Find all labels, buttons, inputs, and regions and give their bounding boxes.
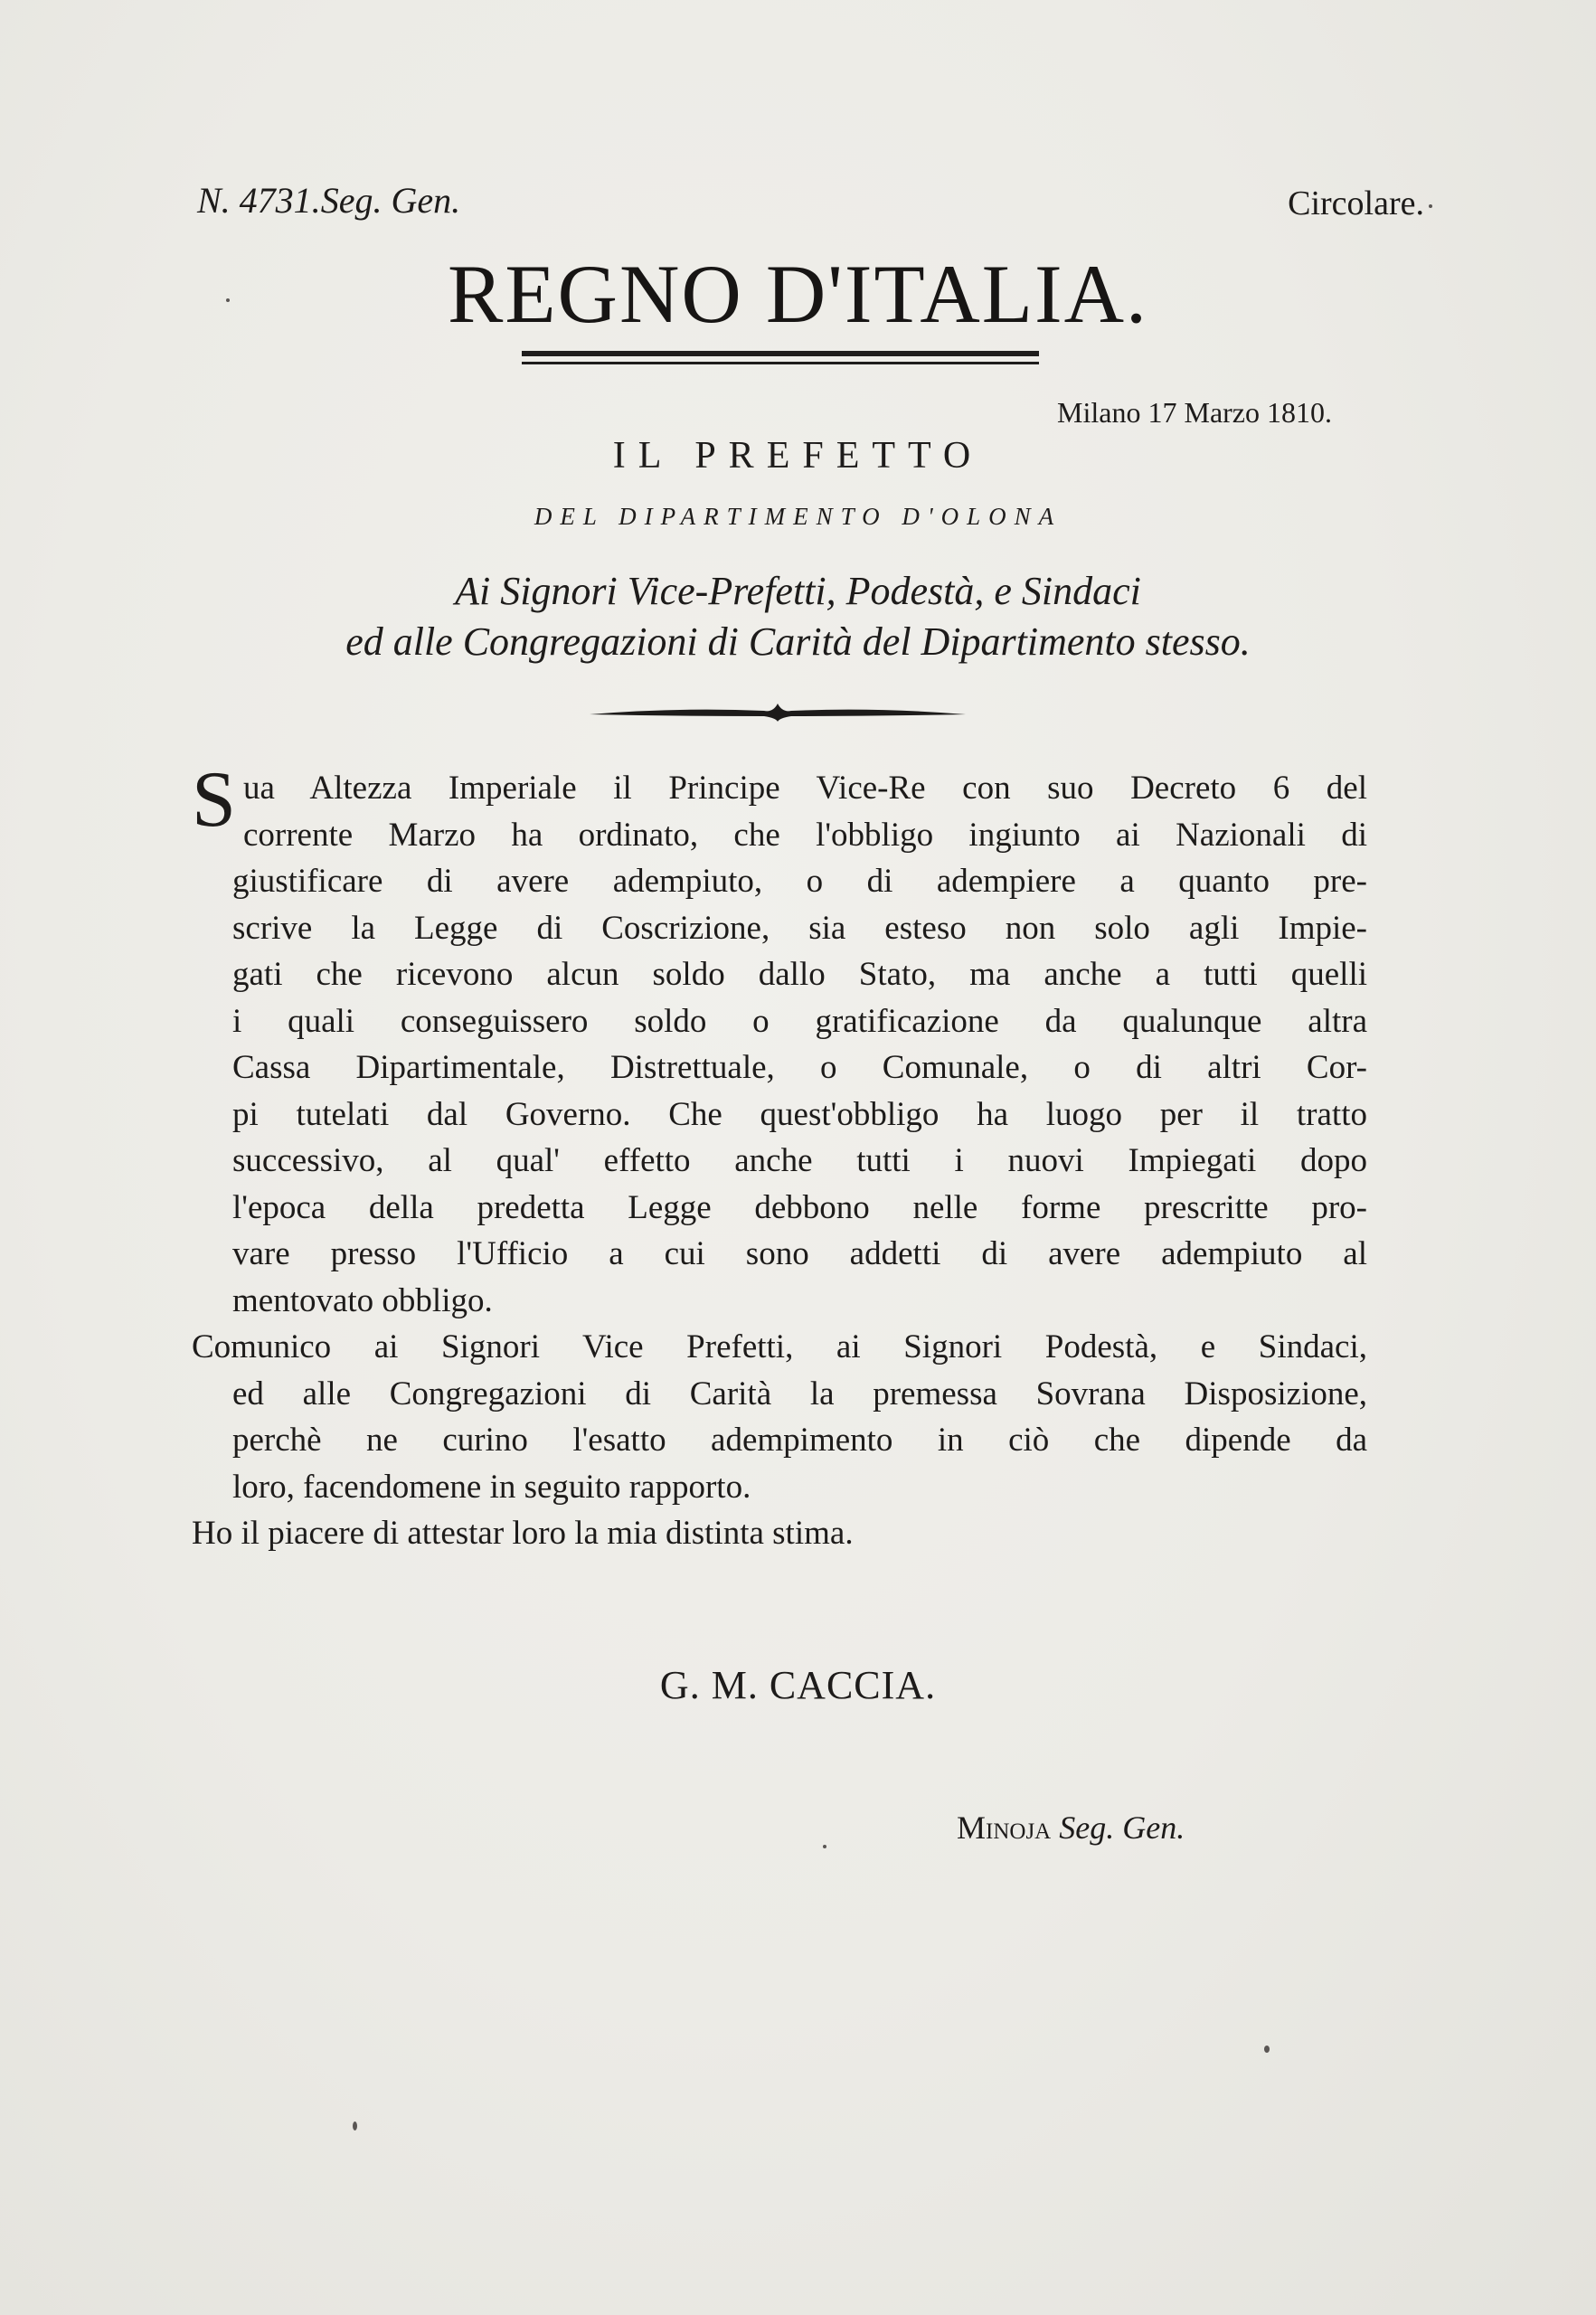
body-line: scrive la Legge di Coscrizione, sia esteso non solo agli Impie-: [232, 909, 1367, 947]
secretary-signature: Minoja Seg. Gen.: [957, 1809, 1185, 1846]
issuer-department: DEL DIPARTIMENTO D'OLONA: [534, 503, 1062, 530]
body-line: mentovato obbligo.: [232, 1281, 493, 1319]
paragraph-communication: [192, 1324, 1367, 1510]
body-line: gati che ricevono alcun soldo dallo Stato, ma anche a tutti quelli: [232, 956, 1367, 993]
body-line: successivo, al qual' effetto anche tutti i nuovi Impiegati dopo: [232, 1142, 1367, 1179]
body-line: corrente Marzo ha ordinato, che l'obbligo ingiunto ai Nazionali di: [242, 816, 1367, 854]
prefect-signature: G. M. CACCIA.: [659, 1663, 937, 1707]
body-line: i quali conseguissero soldo o gratificazione da qualunque altra: [232, 1002, 1367, 1040]
document-date: Milano 17 Marzo 1810.: [1057, 396, 1332, 429]
circular-number: N. 4731.Seg. Gen.: [197, 180, 461, 221]
paper-speck: [353, 2121, 357, 2131]
paper-speck: [226, 298, 230, 302]
addressees-line-2: ed alle Congregazioni di Carità del Dipartimento stesso.: [345, 619, 1251, 664]
body-line: ed alle Congregazioni di Carità la premessa Sovrana Disposizione,: [232, 1375, 1367, 1413]
paper-speck: [1264, 2046, 1270, 2053]
body-line: Cassa Dipartimentale, Distrettuale, o Comunale, o di altri Cor-: [232, 1049, 1367, 1086]
paragraph-decree: [192, 756, 1367, 1324]
body-line: l'epoca della predetta Legge debbono nelle forme prescritte pro-: [232, 1188, 1367, 1226]
body-line: perchè ne curino l'esatto adempimento in ciò che dipende da: [232, 1422, 1367, 1459]
body-line: Ho il piacere di attestar loro la mia distinta stima.: [192, 1515, 854, 1552]
document-title: REGNO D'ITALIA.: [447, 248, 1149, 340]
body-line: giustificare di avere adempiuto, o di adempiere a quanto pre-: [232, 863, 1367, 900]
body-line: ua Altezza Imperiale il Principe Vice-Re con suo Decreto 6 del: [242, 770, 1367, 807]
ornamental-flourish: [588, 696, 968, 729]
body-line: vare presso l'Ufficio a cui sono addetti di avere adempiuto al: [232, 1235, 1367, 1272]
circular-label: Circolare.: [1288, 184, 1424, 222]
addressees-line-1: Ai Signori Vice-Prefetti, Podestà, e Sindaci: [455, 569, 1141, 613]
body-line: pi tutelati dal Governo. Che quest'obbligo ha luogo per il tratto: [232, 1095, 1367, 1133]
paper-speck: [823, 1845, 826, 1848]
title-rule-thin: [522, 362, 1039, 364]
paper-speck: [1429, 204, 1432, 208]
issuer-title: IL PREFETTO: [612, 435, 984, 477]
paragraph-closing: [192, 1510, 1367, 1557]
title-rule-thick: [522, 351, 1039, 356]
body-line: Comunico ai Signori Vice Prefetti, ai Signori Podestà, e Sindaci,: [192, 1328, 1367, 1365]
body-line: loro, facendomene in seguito rapporto.: [232, 1468, 751, 1506]
drop-cap: S: [192, 756, 236, 844]
circular-body: [192, 756, 1367, 1557]
